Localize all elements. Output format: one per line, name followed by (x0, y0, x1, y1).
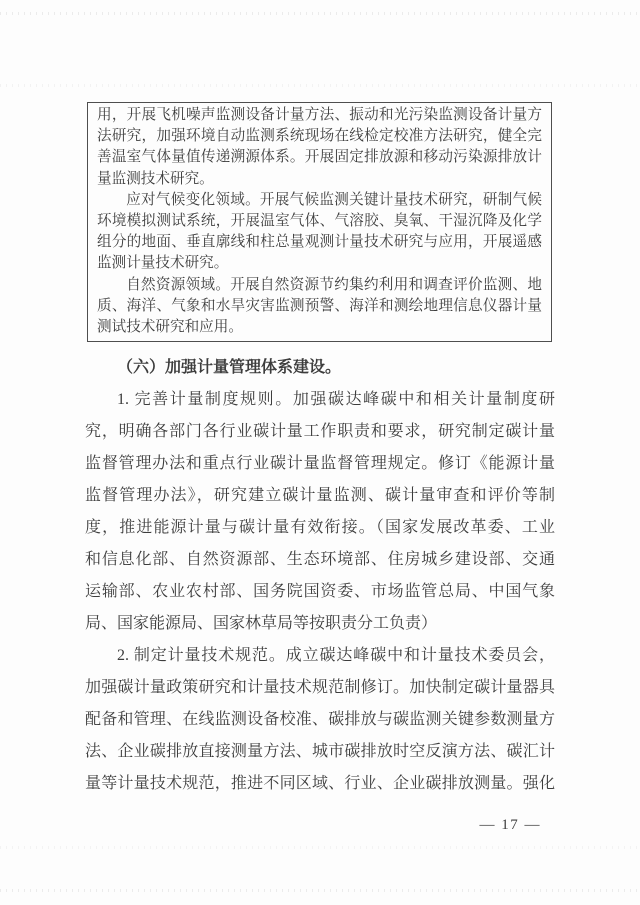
paragraph-line: 法、企业碳排放直接测量方法、城市碳排放时空反演方法、碳汇计 (85, 743, 555, 760)
box-text-line: 质、海洋、气象和水旱灾害监测预警、海洋和测绘地理信息仪器计量 (97, 297, 542, 314)
box-text-line: 善温室气体量值传递溯源体系。开展固定排放源和移动污染源排放计 (97, 149, 542, 166)
paragraph-line: 运输部、农业农村部、国务院国资委、市场监管总局、中国气象 (85, 583, 555, 600)
paragraph-line: 和信息化部、自然资源部、生态环境部、住房城乡建设部、交通 (85, 551, 555, 568)
box-text-line: 组分的地面、垂直廓线和柱总量观测计量技术研究与应用，开展遥感 (97, 234, 542, 251)
scan-noise-band (0, 12, 640, 15)
paragraph-line: 2. 制定计量技术规范。成立碳达峰碳中和计量技术委员会， (117, 647, 555, 664)
box-text-line: 环境模拟测试系统，开展温室气体、气溶胶、臭氧、干湿沉降及化学 (97, 213, 542, 230)
boxed-highlight-section (87, 102, 552, 342)
box-text-line: 应对气候变化领域。开展气候监测关键计量技术研究，研制气候 (126, 191, 542, 208)
paragraph-line: 量等计量技术规范，推进不同区域、行业、企业碳排放测量。强化 (85, 775, 555, 792)
scan-noise-band (0, 846, 640, 849)
body-text-block (85, 352, 555, 800)
box-text-line: 测试技术研究和应用。 (97, 319, 243, 336)
scan-noise-band (0, 889, 640, 892)
scan-noise-band (0, 84, 640, 87)
paragraph-line: 究，明确各部门各行业碳计量工作职责和要求，研究制定碳计量 (85, 423, 555, 440)
box-text-line: 监测计量技术研究。 (97, 255, 229, 272)
paragraph-line: 度，推进能源计量与碳计量有效衔接。（国家发展改革委、工业 (85, 519, 555, 536)
paragraph-line: 监督管理办法和重点行业碳计量监督管理规定。修订《能源计量 (85, 455, 555, 472)
paragraph-line: 配备和管理、在线监测设备校准、碳排放与碳监测关键参数测量方 (85, 711, 555, 728)
box-text-line: 法研究，加强环境自动监测系统现场在线检定校准方法研究，健全完 (97, 128, 542, 145)
box-text-line: 自然资源领域。开展自然资源节约集约利用和调查评价监测、地 (126, 276, 542, 293)
box-text-line: 量监测技术研究。 (97, 170, 214, 187)
page-number: — 17 — (479, 817, 541, 833)
paragraph-line: 加强碳计量政策研究和计量技术规范制修订。加快制定碳计量器具 (85, 679, 555, 696)
paragraph-line: 局、国家能源局、国家林草局等按职责分工负责） (85, 615, 438, 632)
box-text-line: 用，开展飞机噪声监测设备计量方法、振动和光污染监测设备计量方 (97, 107, 542, 123)
section-heading: （六）加强计量管理体系建设。 (117, 359, 342, 376)
paragraph-line: 监督管理办法》，研究建立碳计量监测、碳计量审查和评价等制 (85, 487, 555, 504)
paragraph-line: 1. 完善计量制度规则。加强碳达峰碳中和相关计量制度研 (117, 391, 555, 408)
